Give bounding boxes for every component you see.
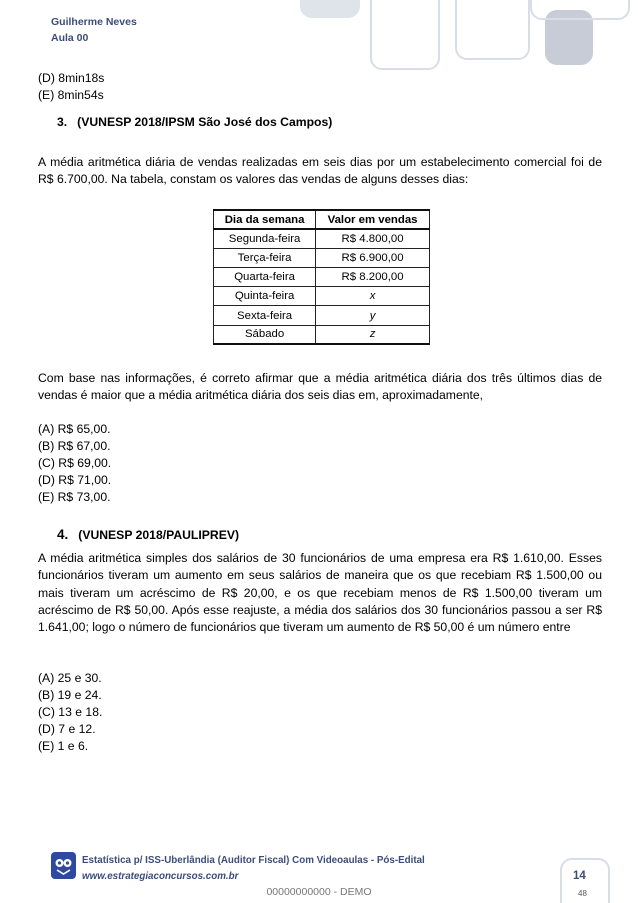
q3-option-e: (E) R$ 73,00. bbox=[38, 490, 111, 504]
q4-option-a: (A) 25 e 30. bbox=[38, 671, 102, 685]
table-cell-day: Sexta-feira bbox=[214, 306, 316, 325]
demo-watermark: 00000000000 - DEMO bbox=[266, 886, 372, 898]
table-cell-value: y bbox=[316, 306, 430, 325]
table-row bbox=[214, 229, 430, 248]
q4-option-b: (B) 19 e 24. bbox=[38, 688, 102, 702]
prev-option-e: (E) 8min54s bbox=[38, 88, 104, 102]
table-row bbox=[214, 287, 430, 306]
decor-frame-3 bbox=[530, 0, 630, 20]
table-cell-value: z bbox=[316, 325, 430, 344]
q4-number: 4. bbox=[57, 527, 69, 542]
q4-option-d: (D) 7 e 12. bbox=[38, 722, 96, 736]
table-cell-value: R$ 8.200,00 bbox=[316, 268, 430, 287]
page-footer bbox=[82, 853, 425, 885]
q3-option-c: (C) R$ 69,00. bbox=[38, 456, 112, 470]
table-row bbox=[214, 325, 430, 344]
q3-option-b: (B) R$ 67,00. bbox=[38, 439, 111, 453]
decor-frame-2 bbox=[455, 0, 530, 60]
lesson-label: Aula 00 bbox=[51, 32, 89, 44]
author-name: Guilherme Neves bbox=[51, 16, 137, 28]
table-cell-value: R$ 6.900,00 bbox=[316, 248, 430, 267]
sales-table bbox=[213, 209, 430, 345]
q4-option-e: (E) 1 e 6. bbox=[38, 739, 89, 753]
table-header-value: Valor em vendas bbox=[316, 210, 430, 229]
q4-option-c: (C) 13 e 18. bbox=[38, 705, 103, 719]
q3-source: (VUNESP 2018/IPSM São José dos Campos) bbox=[77, 115, 333, 129]
table-cell-day: Quarta-feira bbox=[214, 268, 316, 287]
course-title: Estatística p/ ISS-Uberlândia (Auditor Fiscal) Com Videoaulas - Pós-Edital bbox=[82, 855, 425, 866]
q3-option-d: (D) R$ 71,00. bbox=[38, 473, 112, 487]
q3-title bbox=[57, 114, 332, 131]
q3-number: 3. bbox=[57, 115, 68, 129]
q3-question: Com base nas informações, é correto afirmar que a média aritmética diária dos três últimos dias de vendas é maior que a média aritmética diária dos seis dias em, aproximadamente, bbox=[38, 371, 602, 403]
table-row bbox=[214, 248, 430, 267]
table-cell-value: x bbox=[316, 287, 430, 306]
table-cell-value: R$ 4.800,00 bbox=[316, 229, 430, 248]
prev-option-d: (D) 8min18s bbox=[38, 71, 105, 85]
site-link[interactable]: www.estrategiaconcursos.com.br bbox=[82, 871, 239, 882]
table-row bbox=[214, 268, 430, 287]
q3-option-a: (A) R$ 65,00. bbox=[38, 422, 111, 436]
decor-block-1 bbox=[300, 0, 360, 18]
table-cell-day: Segunda-feira bbox=[214, 229, 316, 248]
table-cell-day: Sábado bbox=[214, 325, 316, 344]
page-total: 48 bbox=[578, 889, 587, 898]
q3-intro: A média aritmética diária de vendas realizadas em seis dias por um estabelecimento comercial foi de R$ 6.700,00. Na tabela, constam os valores das vendas de alguns desses dias: bbox=[38, 155, 602, 187]
page-number: 14 bbox=[573, 870, 586, 882]
q4-text: A média aritmética simples dos salários de 30 funcionários de uma empresa era R$ 1.610,00. Esses funcionários tiveram um aumento em seus salários de maneira que os que recebiam R$ 1.500,00 ou mais tiveram um acréscimo de R$ 20,00, e os que recebiam menos de R$ 1.500,00 tiveram um acréscimo de R$ 50,00. Após esse reajuste, a média dos salários dos 30 funcionários passou a ser R$ 1.641,00; logo o número de funcionários que tiveram um aumento de R$ 50,00 é um número entre bbox=[38, 551, 602, 635]
table-cell-day: Quinta-feira bbox=[214, 287, 316, 306]
table-header-row bbox=[214, 210, 430, 229]
q4-title bbox=[57, 526, 239, 544]
q4-source: (VUNESP 2018/PAULIPREV) bbox=[78, 528, 240, 542]
table-cell-day: Terça-feira bbox=[214, 248, 316, 267]
decor-frame-1 bbox=[370, 0, 440, 70]
page-header bbox=[51, 14, 137, 46]
table-row bbox=[214, 306, 430, 325]
estrategia-logo bbox=[51, 852, 76, 879]
table-header-day: Dia da semana bbox=[214, 210, 316, 229]
